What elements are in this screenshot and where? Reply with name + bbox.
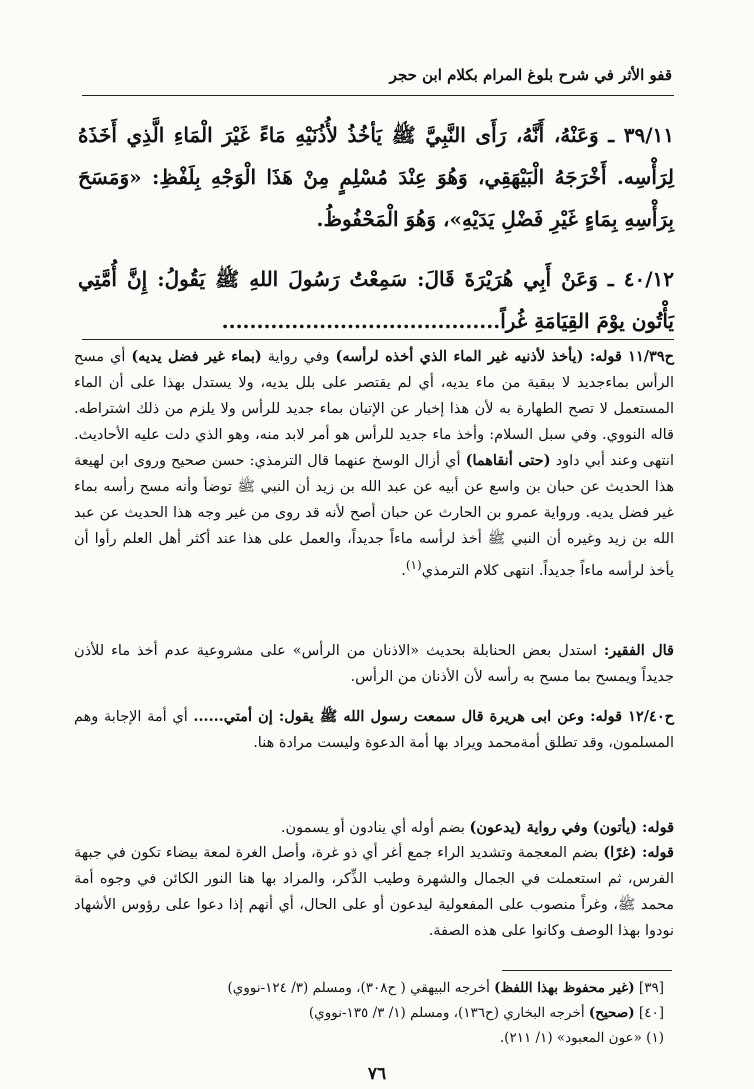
hadith-number: ٤٠/١٢ — [623, 267, 675, 291]
commentary-quote: (حتى أنقاهما) — [465, 452, 551, 469]
commentary-text: بضم أوله أي ينادون أو يسمون. — [280, 820, 470, 836]
running-header: قفو الأثر في شرح بلوغ المرام بكلام ابن حجر — [389, 66, 672, 84]
commentary-text: أي مسح الرأس بماءجديد لا ببقية من ماء يديه، أي لم يقتصر على بلل يديه، ولا يستدل بهذا على أن الماء المستعمل لا تصح الطهارة به لأن هذا إخبار عن الإتيان بماء جديد للرأس ولا يلزم من ذلك اشتراطه. قاله النووي. وفي سبل السلام: وأخذ ماء جديد للرأس هو أمر لابد منه، وهو الذي دلت عليه الأحاديث. انتهى وعند أبي داود — [74, 349, 674, 469]
footnote-item — [74, 1001, 664, 1026]
page-number: ٧٦ — [367, 1064, 387, 1084]
footnote-item — [74, 1026, 664, 1051]
footnote-text: أخرجه البخاري (ح١٣٦)، ومسلم (١/ ٣/ ١٣٥-نووي) — [308, 1005, 589, 1021]
hadith-39 — [78, 114, 674, 240]
footnote-ref: (١) — [646, 1030, 664, 1046]
hadith-40 — [78, 258, 674, 342]
hadith-text: ـ وَعَنْهُ، أَنَّهُ، رَأَى النَّبِيَّ ﷺ يَأخُذُ لأُذُنَيْهِ مَاءً غَيْرَ الْمَاءِ الَّذِي أَخَذَهُ لِرَأْسِه. أَخْرَجَهُ الْبَيْهَقِي، وَهُوَ عِنْدَ مُسْلِمٍ مِنْ هَذَا الْوَجْهِ بِلَفْظِ: «وَمَسَحَ بِرَأْسِهِ بِمَاءٍ غَيْرِ فَضْلِ يَدَيْهِ»، وَهُوَ الْمَحْفُوظُ. — [78, 123, 674, 231]
footnote-ref: [٣٩] — [638, 980, 664, 996]
commentary-hadith-40 — [74, 704, 674, 756]
footnote-text: أخرجه البيهقي ( ح٣٠٨)، ومسلم (٣/ ١٢٤-نووي) — [227, 980, 495, 996]
header-divider — [82, 95, 674, 96]
footnotes — [74, 976, 664, 1051]
commentary-text: بضم المعجمة وتشديد الراء جمع أغر أي ذو غرة، وأصل الغرة لمعة بيضاء تكون في جبهة الفرس، ثم استعملت في الجمال والشهرة وطيب الذِّكر، والمراد بها هنا النور الكائن في وجوه أمة محمد ﷺ، وغراً منصوب على المفعولية ليدعون أو على الحال، أي أنهم إذا دعوا على رؤوس الأشهاد نودوا بهذا الوصف وكانوا على هذه الصفة. — [74, 845, 674, 939]
commentary-label: قال الفقير: — [603, 642, 674, 659]
hadith-number: ٣٩/١١ — [623, 123, 675, 147]
section-divider — [82, 339, 674, 340]
footnote-item — [74, 976, 664, 1001]
commentary-text: وفي رواية — [261, 349, 336, 365]
commentary-label: ح١١/٣٩ قوله: (يأخذ لأذنيه غير الماء الذي أخذه لرأسه) — [335, 348, 674, 365]
commentary-ghurran — [74, 840, 674, 944]
hadith-text: ـ وَعَنْ أَبِي هُرَيْرَةَ قَالَ: سَمِعْتُ رَسُولَ اللهِ ﷺ يَقُولُ: إِنَّ أُمَّتِي يَأْتُون يوْمَ القِيَامَةِ غُراً........................................ — [78, 267, 674, 333]
footnote-grade: (صحيح) — [588, 1005, 635, 1021]
footnote-divider — [502, 970, 672, 971]
commentary-quote: (بماء غير فضل يديه) — [131, 348, 262, 365]
commentary-label: ح١٢/٤٠ قوله: وعن ابى هريرة قال سمعت رسول الله ﷺ يقول: إن أمتي...... — [193, 708, 674, 725]
commentary-yatun — [74, 815, 674, 841]
commentary-hadith-39 — [74, 344, 674, 584]
commentary-text: . — [401, 562, 406, 579]
commentary-label: قوله: (غرًا) — [603, 844, 674, 861]
commentary-text: أي أمة الإجابة وهم المسلمون، وقد تطلق أمةمحمد ويراد بها أمة الدعوة وليست مرادة هنا. — [74, 709, 674, 751]
footnote-ref: [٤٠] — [638, 1005, 664, 1021]
commentary-faqir — [74, 638, 674, 690]
footnote-marker[interactable]: (١) — [405, 558, 422, 572]
commentary-text: استدل بعض الحنابلة بحديث «الاذنان من الرأس» على مشروعية عدم أخذ ماء للأذن جديداً ويمسح بما مسح به رأسه لأن الأذنان من الرأس. — [74, 643, 674, 685]
commentary-label: قوله: (يأتون) وفي رواية (يدعون) — [469, 819, 674, 836]
commentary-text: أي أزال الوسخ عنهما قال الترمذي: حسن صحيح وروى ابن لهيعة هذا الحديث عن حبان بن واسع عن أبيه عن عبد الله بن زيد أن النبي ﷺ توضأ وأنه مسح رأسه بماء غير فضل يديه. ورواية عمرو بن الحارث عن حبان أصح لأنه قد روى من غير وجه هذا الحديث عن عبد الله بن زيد وغيره أن النبي ﷺ أخذ لرأسه ماءاً جديداً، والعمل على هذا عند أكثر أهل العلم رأوا أن يأخذ لرأسه ماءاً جديداً. انتهى كلام الترمذي — [74, 453, 674, 579]
footnote-text: «عون المعبود» (١/ ٢١١). — [499, 1030, 647, 1046]
footnote-grade: (غير محفوظ بهذا اللفظ) — [494, 980, 635, 996]
